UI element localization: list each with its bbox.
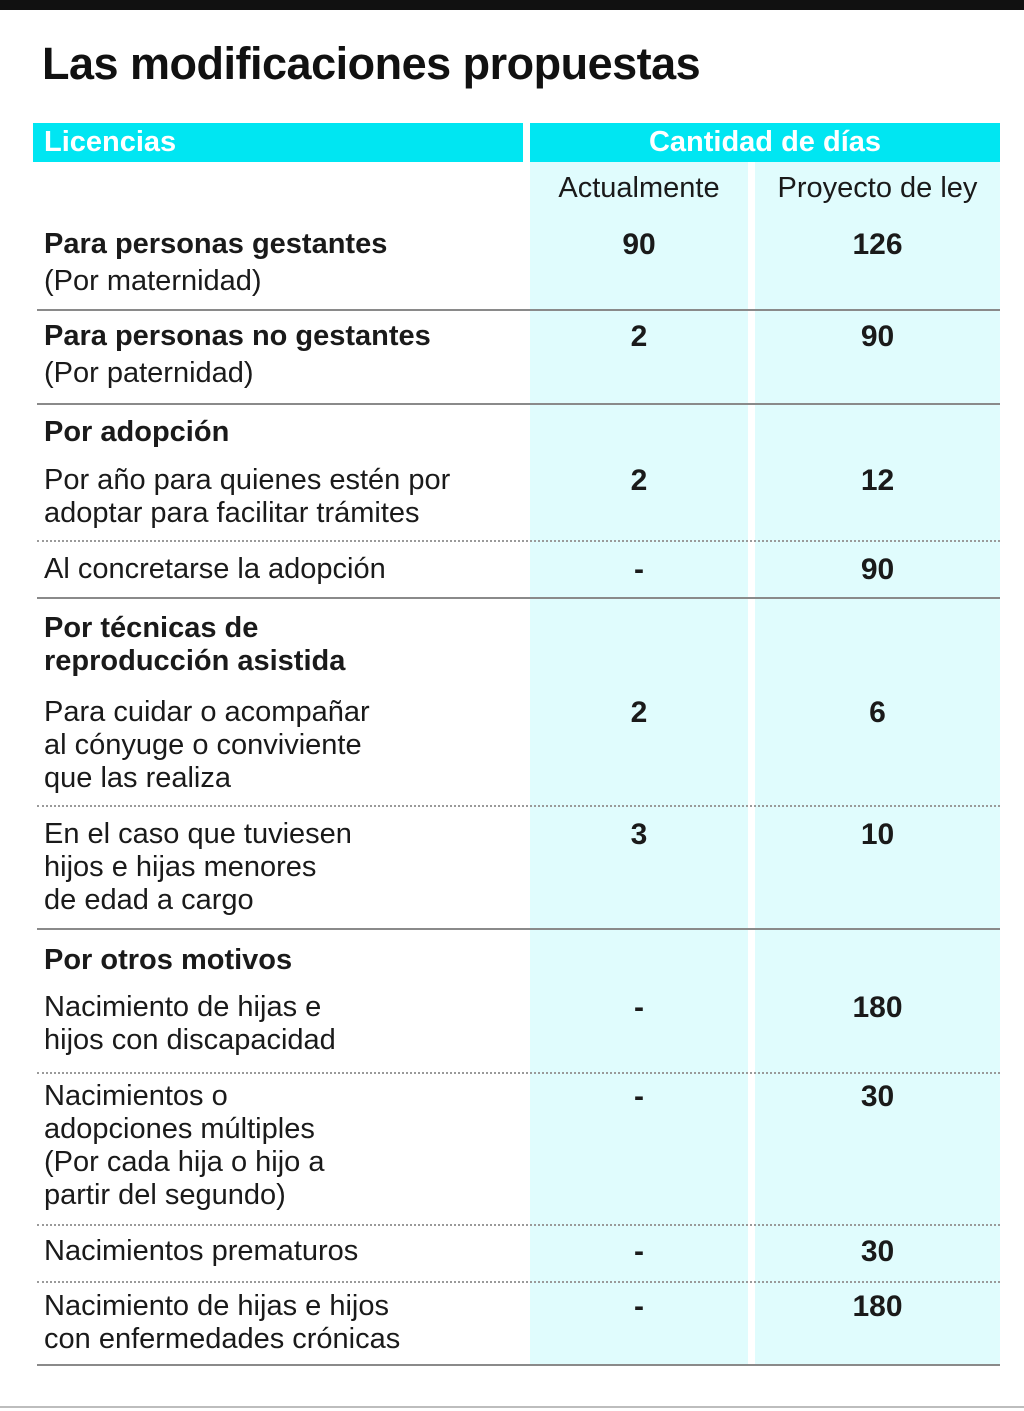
header-cantidad-de-dias: Cantidad de días <box>530 123 1000 162</box>
row-label: Al concretarse la adopción <box>44 553 386 585</box>
row-label: (Por paternidad) <box>44 357 254 389</box>
value-proyecto: 126 <box>852 228 903 261</box>
row-label: Por año para quienes estén por adoptar para facilitar trámites <box>44 464 451 529</box>
value-actual: 2 <box>630 464 648 497</box>
bottom-rule <box>0 1406 1024 1408</box>
value-proyecto: 12 <box>860 464 895 497</box>
row-divider <box>37 309 1000 311</box>
subheader-actualmente: Actualmente <box>558 172 720 204</box>
value-proyecto: 30 <box>860 1080 895 1113</box>
value-proyecto: 180 <box>852 1290 903 1323</box>
value-proyecto: 180 <box>852 991 903 1024</box>
value-proyecto: 90 <box>860 320 895 353</box>
row-divider <box>37 1072 1000 1074</box>
row-divider <box>37 597 1000 599</box>
value-actual: 2 <box>630 320 648 353</box>
row-label: Nacimiento de hijas e hijos con discapacidad <box>44 991 336 1056</box>
value-proyecto: 90 <box>860 553 895 586</box>
row-title: Para personas gestantes <box>44 228 388 260</box>
row-divider <box>37 1281 1000 1283</box>
row-label: (Por maternidad) <box>44 265 262 297</box>
row-title: Para personas no gestantes <box>44 320 431 352</box>
page-title: Las modificaciones propuestas <box>42 38 701 89</box>
value-actual: - <box>634 991 644 1024</box>
value-proyecto: 10 <box>860 818 895 851</box>
header-licencias: Licencias <box>33 123 523 162</box>
group-title-adopcion: Por adopción <box>44 416 230 448</box>
row-label: Nacimientos o adopciones múltiples (Por cada hija o hijo a partir del segundo) <box>44 1080 325 1211</box>
group-title-reproduccion: Por técnicas de reproducción asistida <box>44 612 346 677</box>
row-label: Nacimientos prematuros <box>44 1235 359 1267</box>
value-actual: 3 <box>630 818 648 851</box>
row-divider <box>37 928 1000 930</box>
top-rule <box>0 0 1024 10</box>
row-label: Para cuidar o acompañar al cónyuge o conviviente que las realiza <box>44 696 370 794</box>
row-divider <box>37 805 1000 807</box>
row-divider <box>37 403 1000 405</box>
value-actual: - <box>634 1235 644 1268</box>
row-label: Nacimiento de hijas e hijos con enfermedades crónicas <box>44 1290 401 1355</box>
subheader-proyecto-de-ley: Proyecto de ley <box>777 172 978 204</box>
value-actual: 90 <box>622 228 656 261</box>
value-actual: - <box>634 1080 644 1113</box>
value-actual: - <box>634 553 644 586</box>
group-title-otros: Por otros motivos <box>44 944 293 976</box>
row-label: En el caso que tuviesen hijos e hijas menores de edad a cargo <box>44 818 352 916</box>
table-bottom-border <box>37 1364 1000 1366</box>
value-actual: - <box>634 1290 644 1323</box>
value-proyecto: 6 <box>869 696 886 729</box>
row-divider <box>37 540 1000 542</box>
value-proyecto: 30 <box>860 1235 895 1268</box>
value-actual: 2 <box>630 696 648 729</box>
row-divider <box>37 1224 1000 1226</box>
